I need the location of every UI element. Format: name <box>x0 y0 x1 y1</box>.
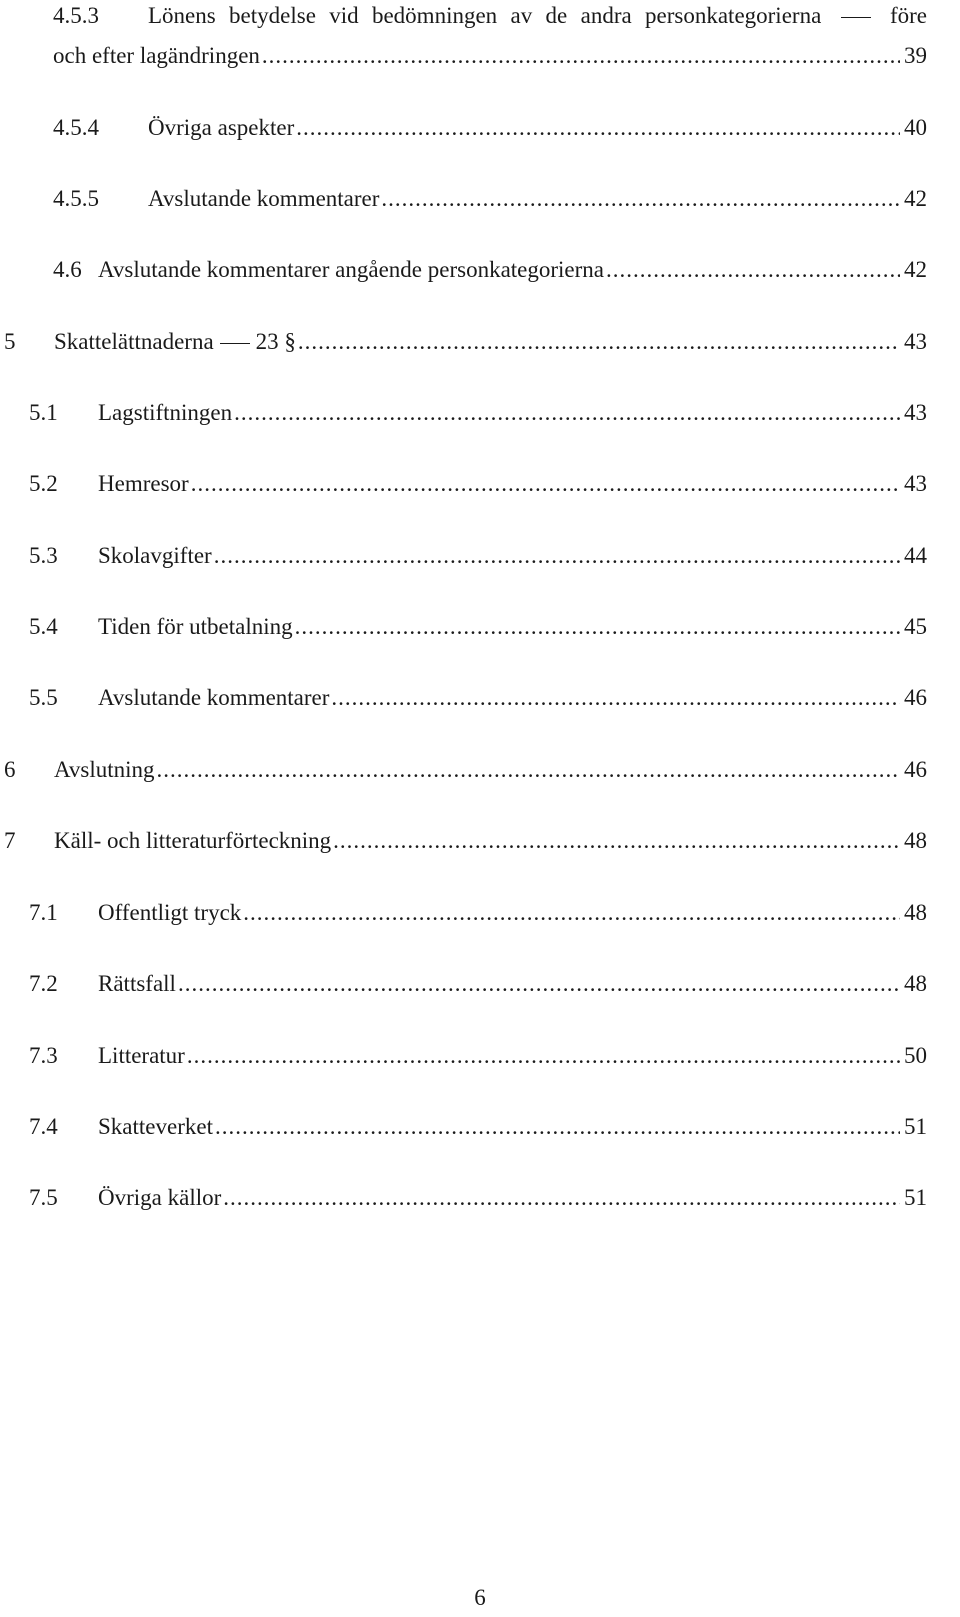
toc-entry-title: Lönens betydelse vid bedömningen av de andra personkategorierna före <box>148 3 927 28</box>
toc-entry-page: 51 <box>904 1185 927 1210</box>
dot-leader <box>223 1182 900 1214</box>
toc-entry-5-4[interactable] <box>0 611 960 643</box>
toc-entry-number: 7.4 <box>29 1114 58 1139</box>
toc-entry-page: 46 <box>904 685 927 710</box>
toc-entry-line <box>148 112 927 144</box>
toc-entry-page: 48 <box>904 900 927 925</box>
toc-entry-5-2[interactable] <box>0 468 960 500</box>
dot-leader <box>331 682 900 714</box>
toc-entry-title: Avslutning <box>54 757 155 782</box>
toc-entry-4-5-5[interactable] <box>0 183 960 215</box>
toc-entry-title: Käll- och litteraturförteckning <box>54 828 332 853</box>
toc-entry-5-3[interactable] <box>0 540 960 572</box>
toc-entry-5[interactable] <box>0 326 960 358</box>
toc-entry-number: 7 <box>4 828 16 853</box>
dot-leader <box>243 897 900 929</box>
toc-entry-7[interactable] <box>0 825 960 857</box>
toc-entry-number: 5.3 <box>29 543 58 568</box>
toc-entry-title: Avslutande kommentarer <box>148 186 380 211</box>
dash-glyph <box>841 17 871 18</box>
toc-entry-page: 43 <box>904 471 927 496</box>
toc-entry-4-5-3[interactable] <box>0 0 960 32</box>
toc-entry-title: Lagstiftningen <box>98 400 233 425</box>
toc-entry-title: och efter lagändringen <box>53 43 260 68</box>
toc-entry-line <box>148 183 927 215</box>
toc-entry-page: 43 <box>904 329 927 354</box>
toc-entry-5-5[interactable] <box>0 682 960 714</box>
toc-entry-title: Skolavgifter <box>98 543 212 568</box>
toc-entry-7-1[interactable] <box>0 897 960 929</box>
toc-entry-title: Skatteverket <box>98 1114 213 1139</box>
dot-leader <box>296 112 900 144</box>
toc-entry-line <box>98 468 927 500</box>
toc-entry-title: Litteratur <box>98 1043 185 1068</box>
dot-leader <box>333 825 900 857</box>
toc-entry-page: 40 <box>904 115 927 140</box>
toc-entry-line <box>98 1182 927 1214</box>
toc-entry-line <box>98 682 927 714</box>
toc-entry-page: 45 <box>904 614 927 639</box>
toc-entry-number: 4.5.5 <box>53 186 99 211</box>
toc-entry-title: Tiden för utbetalning <box>98 614 293 639</box>
toc-entry-line <box>53 40 927 72</box>
toc-entry-title: Avslutande kommentarer angående personkategorierna <box>98 257 604 282</box>
toc-entry-number: 4.5.3 <box>53 3 99 28</box>
toc-entry-title: Offentligt tryck <box>98 900 242 925</box>
toc-entry-line <box>98 897 927 929</box>
toc-entry-number: 5.5 <box>29 685 58 710</box>
dot-leader <box>191 468 900 500</box>
dot-leader <box>178 968 900 1000</box>
toc-entry-line <box>54 326 927 358</box>
dot-leader <box>214 540 900 572</box>
toc-entry-line <box>98 1040 927 1072</box>
toc-entry-number: 4.5.4 <box>53 115 99 140</box>
toc-entry-page: 48 <box>904 828 927 853</box>
toc-entry-7-4[interactable] <box>0 1111 960 1143</box>
toc-entry-5-1[interactable] <box>0 397 960 429</box>
dot-leader <box>295 611 900 643</box>
dot-leader <box>606 254 900 286</box>
toc-entry-number: 6 <box>4 757 16 782</box>
toc-entry-line <box>98 611 927 643</box>
toc-entry-number: 5 <box>4 329 16 354</box>
toc-entry-line <box>98 397 927 429</box>
toc-entry-title: Övriga källor <box>98 1185 222 1210</box>
toc-entry-title: Övriga aspekter <box>148 115 295 140</box>
toc-entry-page: 46 <box>904 757 927 782</box>
toc-entry-page: 48 <box>904 971 927 996</box>
toc-entry-number: 4.6 <box>53 257 82 282</box>
toc-entry-number: 7.1 <box>29 900 58 925</box>
toc-entry-line <box>98 968 927 1000</box>
toc-entry-7-3[interactable] <box>0 1040 960 1072</box>
toc-entry-page: 51 <box>904 1114 927 1139</box>
dot-leader <box>381 183 900 215</box>
dot-leader <box>187 1040 900 1072</box>
page-number: 6 <box>474 1585 486 1610</box>
toc-entry-number: 5.1 <box>29 400 58 425</box>
toc-entry-7-5[interactable] <box>0 1182 960 1214</box>
dot-leader <box>234 397 900 429</box>
dot-leader <box>157 754 900 786</box>
toc-entry-4-5-4[interactable] <box>0 112 960 144</box>
toc-entry-4-6[interactable] <box>0 254 960 286</box>
toc-entry-line <box>98 1111 927 1143</box>
toc-entry-line <box>54 754 927 786</box>
toc-entry-title: Avslutande kommentarer <box>98 685 330 710</box>
toc-entry-page: 50 <box>904 1043 927 1068</box>
dot-leader <box>215 1111 900 1143</box>
toc-entry-line <box>98 540 927 572</box>
toc-entry-number: 7.5 <box>29 1185 58 1210</box>
toc-entry-number: 7.2 <box>29 971 58 996</box>
toc-entry-number: 7.3 <box>29 1043 58 1068</box>
toc-entry-7-2[interactable] <box>0 968 960 1000</box>
toc-entry-6[interactable] <box>0 754 960 786</box>
toc-entry-page: 42 <box>904 186 927 211</box>
toc-entry-line <box>54 825 927 857</box>
toc-entry-title: Rättsfall <box>98 971 176 996</box>
toc-entry-line <box>98 254 927 286</box>
toc-entry-page: 42 <box>904 257 927 282</box>
toc-entry-title: Skattelättnaderna 23 § <box>54 329 296 354</box>
toc-entry-4-5-3-continued[interactable] <box>0 40 960 72</box>
dot-leader <box>298 326 900 358</box>
toc-entry-number: 5.2 <box>29 471 58 496</box>
toc-entry-page: 39 <box>904 43 927 68</box>
dot-leader <box>262 40 900 72</box>
toc-entry-number: 5.4 <box>29 614 58 639</box>
toc-entry-page: 43 <box>904 400 927 425</box>
toc-entry-page: 44 <box>904 543 927 568</box>
toc-entry-title: Hemresor <box>98 471 189 496</box>
dash-glyph <box>220 343 250 344</box>
